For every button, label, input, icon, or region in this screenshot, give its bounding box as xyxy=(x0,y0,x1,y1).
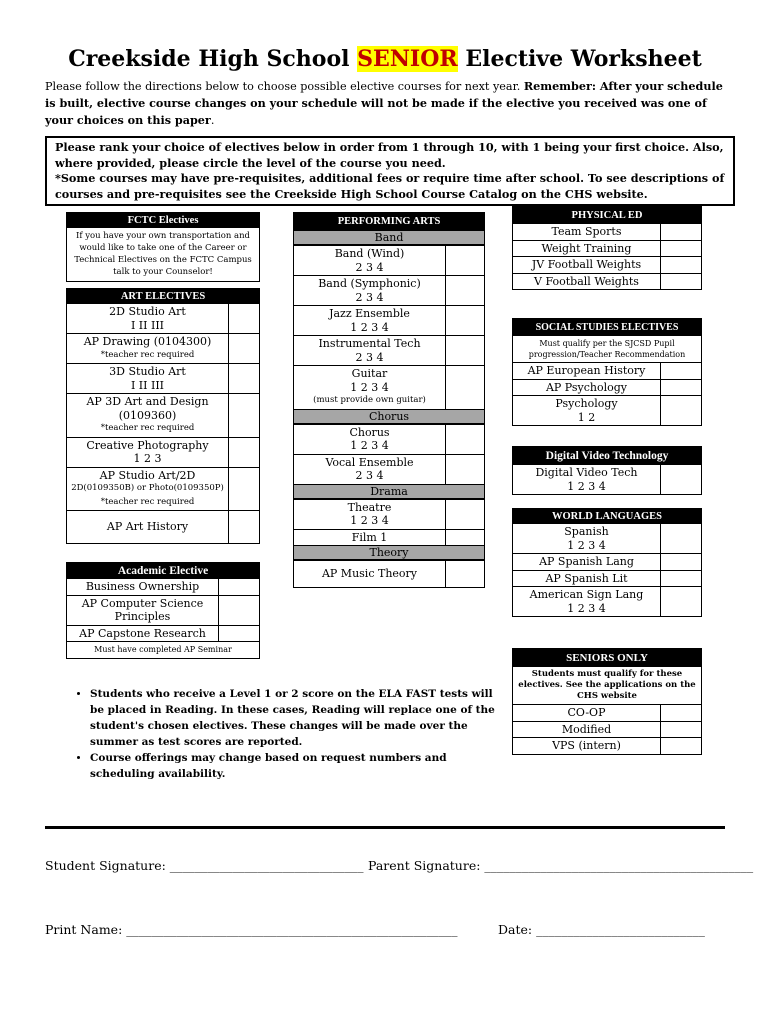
rank-box[interactable] xyxy=(228,334,259,363)
rank-instructions: Please rank your choice of electives below in order from 1 through 10, with 1 being your first choice. Also, where provided, please circle the level of the course you need. *Some courses may have pre-requisites, additional fees or require time after school. To see descriptions of courses and pre-requisites see the Creekside High School Course Catalog on the CHS website. xyxy=(45,136,735,206)
course-note: *teacher rec required xyxy=(100,423,195,433)
rank-box[interactable] xyxy=(445,530,484,546)
course-row xyxy=(513,586,701,616)
course-cell xyxy=(294,530,445,546)
course-cell xyxy=(294,561,445,587)
print-name[interactable]: Print Name: _____________________________________________________ xyxy=(45,922,458,937)
course-cell xyxy=(294,306,445,335)
rank-box[interactable] xyxy=(660,396,701,425)
course-name: AP Psychology xyxy=(545,380,628,394)
rank-box[interactable] xyxy=(228,511,259,543)
rank-box[interactable] xyxy=(660,465,701,494)
course-row xyxy=(67,579,259,595)
seniors-only-box xyxy=(512,648,702,755)
course-row xyxy=(513,721,701,738)
course-cell xyxy=(294,336,445,365)
course-name: Band (Symphonic) xyxy=(318,277,421,290)
course-levels: 2 3 4 xyxy=(355,350,384,364)
course-cell xyxy=(513,396,660,425)
rank-box[interactable] xyxy=(445,246,484,275)
rank-box[interactable] xyxy=(660,705,701,721)
rank-box[interactable] xyxy=(445,306,484,335)
course-note: (must provide own guitar) xyxy=(313,395,426,405)
rank-box[interactable] xyxy=(445,561,484,587)
course-cell xyxy=(67,394,228,437)
seniors-header: SENIORS ONLY xyxy=(513,649,701,667)
course-name: Jazz Ensemble xyxy=(329,307,410,320)
seniors-note: Students must qualify for these electives. See the applications on the CHS website xyxy=(518,669,696,701)
course-name: Business Ownership xyxy=(85,580,200,593)
rank-box[interactable] xyxy=(660,571,701,587)
date-field[interactable]: Date: ___________________________ xyxy=(498,922,705,937)
course-name: AP 3D Art and Design xyxy=(86,395,209,408)
dvt-header: Digital Video Technology xyxy=(513,447,701,465)
course-row xyxy=(294,499,484,529)
rank-box[interactable] xyxy=(660,363,701,379)
social-header: SOCIAL STUDIES ELECTIVES xyxy=(513,319,701,336)
course-row xyxy=(513,395,701,425)
performing-arts-box xyxy=(293,212,485,588)
band-subheader: Band xyxy=(294,230,484,245)
fctc-box xyxy=(66,212,260,282)
academic-header: Academic Elective xyxy=(67,563,259,579)
course-levels: 1 2 3 xyxy=(133,452,162,465)
pe-header: PHYSICAL ED xyxy=(513,207,701,224)
academic-note: Must have completed AP Seminar xyxy=(67,641,259,658)
theory-subheader: Theory xyxy=(294,545,484,560)
course-cell xyxy=(294,455,445,484)
course-cell xyxy=(513,554,660,570)
course-row xyxy=(513,465,701,494)
course-row xyxy=(513,379,701,396)
course-levels: 1 2 3 4 xyxy=(567,479,606,493)
rank-box[interactable] xyxy=(218,596,259,625)
course-row xyxy=(67,304,259,333)
notes-list xyxy=(62,686,502,782)
course-cell xyxy=(67,579,218,595)
course-levels: 2D(0109350B) or Photo(0109350P) xyxy=(71,483,224,493)
digital-video-box xyxy=(512,446,702,495)
course-row xyxy=(513,224,701,240)
course-row xyxy=(513,553,701,570)
lang-header: WORLD LANGUAGES xyxy=(513,509,701,524)
course-name: Psychology xyxy=(555,397,618,410)
course-cell xyxy=(513,705,660,721)
course-row xyxy=(67,467,259,511)
parent-signature[interactable]: Parent Signature: ___________________________________________ xyxy=(368,858,754,873)
course-levels: 1 2 xyxy=(577,410,596,424)
fctc-note: If you have your own transportation and would like to take one of the Career or Technical Electives on the FCTC Campus talk to your Counselor! xyxy=(74,231,252,277)
rank-box[interactable] xyxy=(218,579,259,595)
course-name: AP European History xyxy=(527,364,646,377)
course-name: AP Art History xyxy=(106,520,189,533)
course-row xyxy=(294,245,484,275)
course-name: 2D Studio Art xyxy=(109,305,186,318)
course-name: Weight Training xyxy=(541,241,632,255)
course-name: Spanish xyxy=(564,525,609,538)
drama-subheader: Drama xyxy=(294,484,484,499)
course-name: Chorus xyxy=(349,425,390,439)
course-row xyxy=(513,273,701,290)
course-row xyxy=(294,529,484,546)
rank-box[interactable] xyxy=(660,738,701,754)
rank-box[interactable] xyxy=(228,304,259,333)
art-header: ART ELECTIVES xyxy=(67,289,259,304)
course-name: AP Spanish Lit xyxy=(545,571,628,585)
course-cell xyxy=(67,626,218,642)
course-cell xyxy=(294,276,445,305)
course-name: Team Sports xyxy=(551,225,622,238)
rank-box[interactable] xyxy=(228,364,259,393)
course-name: Film 1 xyxy=(351,530,388,544)
course-name: AP Spanish Lang xyxy=(539,555,634,568)
course-cell xyxy=(67,468,228,511)
intro-text: Please follow the directions below to choose possible elective courses for next year. Remember: After your schedule is built, elective course changes on your schedule will not be made if the elective you received was one of your choices on this paper. xyxy=(45,79,723,127)
course-cell xyxy=(67,304,228,333)
course-levels: 1 2 3 4 xyxy=(567,601,606,615)
rank-box[interactable] xyxy=(445,336,484,365)
page-title: Creekside High School SENIOR Elective Worksheet xyxy=(68,46,702,72)
course-row xyxy=(67,510,259,543)
course-row xyxy=(513,256,701,273)
course-row xyxy=(294,305,484,335)
course-name: Modified xyxy=(561,722,612,736)
rank-box[interactable] xyxy=(228,394,259,437)
course-name: AP Music Theory xyxy=(321,567,418,580)
rank-box[interactable] xyxy=(228,468,259,511)
course-row xyxy=(67,333,259,363)
course-levels: 1 2 3 4 xyxy=(350,380,389,394)
course-name: Creative Photography xyxy=(86,438,209,452)
rank-box[interactable] xyxy=(660,274,701,290)
course-name: Theatre xyxy=(347,500,392,514)
course-row xyxy=(294,335,484,365)
rank-box[interactable] xyxy=(228,438,259,467)
physical-ed-box xyxy=(512,206,702,290)
course-name: Band (Wind) xyxy=(334,247,405,260)
course-cell xyxy=(513,274,660,290)
course-row xyxy=(513,524,701,553)
course-name: AP Studio Art/2D xyxy=(99,468,196,482)
student-signature[interactable]: Student Signature: _______________________________ xyxy=(45,858,364,873)
course-cell xyxy=(513,380,660,396)
course-cell xyxy=(294,500,445,529)
course-cell xyxy=(513,722,660,738)
art-electives-box xyxy=(66,288,260,544)
course-note: *teacher rec required xyxy=(100,496,195,507)
note-item: • Course offerings may change based on request numbers and scheduling availability. xyxy=(90,750,502,782)
course-row xyxy=(513,737,701,754)
course-name: AP Computer Science Principles xyxy=(81,596,204,623)
course-cell xyxy=(513,241,660,257)
course-row xyxy=(67,437,259,467)
course-cell xyxy=(294,246,445,275)
course-cell xyxy=(513,587,660,616)
course-cell xyxy=(294,366,445,409)
chorus-subheader: Chorus xyxy=(294,409,484,424)
course-row xyxy=(294,365,484,409)
course-row xyxy=(513,240,701,257)
rank-box[interactable] xyxy=(660,722,701,738)
course-cell xyxy=(67,511,228,543)
course-levels: 1 2 3 4 xyxy=(350,514,389,527)
course-name: CO-OP xyxy=(567,706,606,719)
course-levels: 2 3 4 xyxy=(355,469,384,482)
social-note: Must qualify per the SJCSD Pupil progression/Teacher Recommendation xyxy=(528,339,686,359)
course-row xyxy=(67,625,259,642)
course-levels: I II III xyxy=(130,378,165,392)
course-row xyxy=(294,454,484,484)
course-row xyxy=(67,363,259,393)
fctc-header: FCTC Electives xyxy=(67,213,259,228)
course-levels: 2 3 4 xyxy=(355,260,384,274)
rank-box[interactable] xyxy=(660,257,701,273)
course-cell xyxy=(294,425,445,454)
rank-box[interactable] xyxy=(660,380,701,396)
course-cell xyxy=(67,334,228,363)
course-cell xyxy=(513,363,660,379)
divider xyxy=(45,826,725,829)
course-row xyxy=(67,595,259,625)
course-row xyxy=(294,424,484,454)
rank-box[interactable] xyxy=(218,626,259,642)
course-levels: 1 2 3 4 xyxy=(350,320,389,334)
performing-header: PERFORMING ARTS xyxy=(294,213,484,230)
course-name: Instrumental Tech xyxy=(318,337,421,350)
academic-box xyxy=(66,562,260,659)
world-languages-box xyxy=(512,508,702,617)
rank-box[interactable] xyxy=(660,241,701,257)
course-levels: I II III xyxy=(130,318,165,332)
course-name: AP Drawing (0104300) xyxy=(83,335,212,348)
rank-box[interactable] xyxy=(445,366,484,409)
course-note: *teacher rec required xyxy=(100,349,195,360)
rank-box[interactable] xyxy=(660,224,701,240)
course-row xyxy=(294,275,484,305)
course-name: JV Football Weights xyxy=(531,258,642,271)
course-cell xyxy=(67,596,218,625)
course-name: Digital Video Tech xyxy=(535,466,638,479)
rank-box[interactable] xyxy=(445,455,484,484)
course-row xyxy=(513,705,701,721)
course-cell xyxy=(513,465,660,494)
course-name: 3D Studio Art xyxy=(109,365,186,378)
course-levels: 2 3 4 xyxy=(355,290,384,304)
course-name: Guitar xyxy=(351,367,388,380)
senior-highlight: SENIOR xyxy=(357,46,458,72)
course-cell xyxy=(513,571,660,587)
course-cell xyxy=(513,224,660,240)
rank-box[interactable] xyxy=(660,554,701,570)
course-cell xyxy=(513,257,660,273)
course-cell xyxy=(513,524,660,553)
note-item: • Students who receive a Level 1 or 2 score on the ELA FAST tests will be placed in Reading. In these cases, Reading will replace one of the student's chosen electives. These changes will be made over the summer as test scores are reported. xyxy=(90,686,502,750)
course-levels: 1 2 3 4 xyxy=(567,538,606,552)
rank-box[interactable] xyxy=(660,524,701,553)
rank-box[interactable] xyxy=(445,276,484,305)
course-name: Vocal Ensemble xyxy=(325,455,414,469)
course-name: AP Capstone Research xyxy=(79,626,206,640)
course-cell xyxy=(513,738,660,754)
course-row xyxy=(294,560,484,587)
course-cell xyxy=(67,438,228,467)
course-name: V Football Weights xyxy=(534,274,639,288)
course-row xyxy=(67,393,259,437)
course-name: American Sign Lang xyxy=(529,588,644,601)
course-row xyxy=(513,570,701,587)
course-levels: (0109360) xyxy=(118,408,177,422)
course-name: VPS (intern) xyxy=(552,739,621,752)
social-studies-box xyxy=(512,318,702,426)
course-cell xyxy=(67,364,228,393)
rank-box[interactable] xyxy=(445,500,484,529)
rank-box[interactable] xyxy=(660,587,701,616)
rank-box[interactable] xyxy=(445,425,484,454)
course-row xyxy=(513,363,701,379)
course-levels: 1 2 3 4 xyxy=(350,439,389,452)
